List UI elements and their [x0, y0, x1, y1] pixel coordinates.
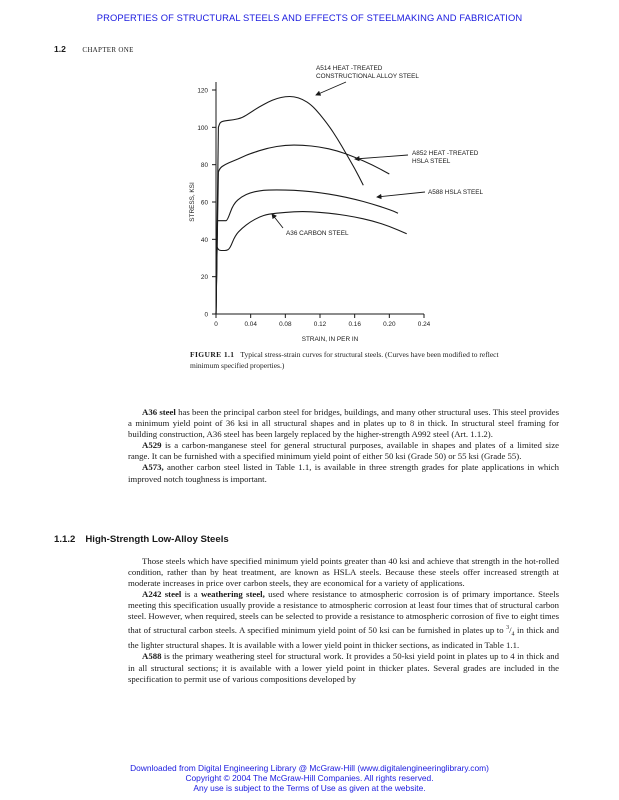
curve-a36 [216, 212, 407, 314]
paragraph-a36 [128, 407, 559, 440]
paragraph-a529 [128, 440, 559, 462]
y-tick-label: 60 [200, 199, 208, 207]
series-pointer-a852 [355, 155, 408, 159]
paragraph-text: is the primary weathering steel for structural work. It provides a 50-ksi yield point in plates up to 4 in thick and in all structural sections; it is available with a lower yield point in thicker plates. Several grades are included in the specification to permit use of various compositions developed by [128, 651, 559, 684]
x-tick-label: 0.08 [279, 321, 292, 328]
figure-caption-text: Typical stress-strain curves for structural steels. (Curves have been modified to reflect minimum specified properties.) [190, 350, 499, 370]
x-tick-label: 0.04 [244, 321, 257, 328]
series-pointer-a514 [316, 82, 346, 95]
section-title: High-Strength Low-Alloy Steels [85, 534, 229, 545]
series-label-a36: A36 CARBON STEEL [286, 230, 349, 237]
figure-caption [190, 350, 510, 371]
y-tick-label: 80 [200, 162, 208, 170]
running-title: PROPERTIES OF STRUCTURAL STEELS AND EFFECTS OF STEELMAKING AND FABRICATION [96, 12, 523, 23]
term-a588: A588 [142, 651, 162, 662]
series-pointer-a36 [272, 214, 283, 228]
figure-label: FIGURE 1.1 [190, 350, 235, 359]
footer-copyright: Copyright © 2004 The McGraw-Hill Companies. All rights reserved. [185, 772, 434, 783]
paragraph-a573 [128, 462, 559, 484]
x-axis-title: STRAIN, IN PER IN [301, 336, 359, 343]
x-tick-label: 0.20 [383, 321, 396, 328]
footer-download-link[interactable]: Downloaded from Digital Engineering Library @ McGraw-Hill (www.digitalengineeringlibrary.com) [130, 763, 489, 773]
stress-strain-chart [150, 62, 484, 348]
x-tick-label: 0 [214, 321, 218, 328]
fraction-numerator: 3 [506, 624, 510, 631]
series-pointer-a588 [377, 192, 425, 197]
paragraph-text: in thick and the lighter structural shapes. It is available with a lower yield point in thicker sections, as indicated in Table 1.1. [128, 624, 559, 651]
footer-terms[interactable]: Any use is subject to the Terms of Use as given at the website. [193, 782, 426, 793]
y-tick-label: 100 [197, 124, 208, 132]
x-tick-label: 0.12 [313, 321, 327, 328]
series-label-a588: A588 HSLA STEEL [428, 189, 484, 196]
term-a573: A573, [142, 462, 164, 473]
paragraph-text: is a [181, 589, 201, 600]
section-number: 1.1.2 [54, 534, 76, 545]
paragraph-text: another carbon steel listed in Table 1.1, is available in three strength grades for plate applications in which improved notch toughness is important. [128, 462, 559, 484]
y-tick-label: 120 [197, 87, 208, 95]
y-axis-title: STRESS, KSI [189, 182, 196, 222]
section-heading [54, 534, 229, 545]
page-number: 1.2 [54, 44, 66, 54]
paragraph-a242: A242 steel is a weathering steel, used where resistance to atmospheric corrosion is of primary importance. Steels meeting this specification usually provide a resistance to atmospheric corrosion at least four times that of structural carbon steel. However, when required, steels can be selected to provide a resistance to atmospheric corrosion of five to eight times that of structural carbon steels. A specified minimum yield point of 50 ksi can be furnished in plates up to $^3/_4$ in thick and the lighter structural shapes. It is available with a lower yield point in thicker sections, as indicated in Table 1.1. [128, 589, 559, 651]
download-footer [0, 764, 619, 793]
paragraph-a588 [128, 651, 559, 684]
term-weathering-steel: weathering steel, [200, 589, 265, 600]
series-label-a852: A852 HEAT -TREATED [412, 150, 479, 157]
paragraph-text: is a carbon-manganese steel for general structural purposes, available in shapes and plates of a limited size range. It can be furnished with a specified minimum yield point of either 50 ksi (Grade 50) or 55 ksi (Grade 55). [128, 440, 559, 462]
x-tick-label: 0.16 [348, 321, 361, 328]
paragraph-text: used where resistance to atmospheric corrosion is of primary importance. Steels meeting this specification usually provide a resistance to atmospheric corrosion at least four times that of structural carbon steel. However, when required, steels can be selected to provide a resistance to atmospheric corrosion of five to eight times that of structural carbon steels. A specified minimum yield point of 50 ksi can be furnished in plates up to [128, 589, 559, 635]
paragraph-text: has been the principal carbon steel for bridges, buildings, and many other structural uses. This steel provides a minimum yield point of 36 ksi in all structural shapes and in plates up to 8 in thick. In structural steel framing for building construction, A36 steel has been largely replaced by the higher-strength A992 steel (Art. 1.1.2). [128, 407, 559, 440]
series-label-a514: CONSTRUCTIONAL ALLOY STEEL [316, 73, 419, 80]
term-a529: A529 [142, 440, 162, 451]
fraction-denominator: 4 [511, 631, 515, 638]
term-a36: A36 steel [142, 407, 176, 417]
chapter-title: CHAPTER ONE [82, 46, 134, 54]
body-top [128, 407, 559, 485]
y-tick-label: 20 [200, 274, 208, 282]
x-tick-label: 0.24 [417, 321, 431, 328]
paragraph-hsla-intro [128, 556, 559, 589]
y-tick-label: 40 [200, 236, 208, 244]
page-header [54, 44, 134, 54]
series-label-a852: HSLA STEEL [412, 158, 451, 165]
series-label-a514: A514 HEAT -TREATED [316, 65, 383, 72]
y-tick-label: 0 [204, 311, 208, 319]
paragraph-text: Those steels which have specified minimum yield points greater than 40 ksi and achieve that strength in the hot-rolled condition, rather than by heat treatment, are known as HSLA steels. Because these steels offer increased strength at moderate increases in price over carbon steels, they are economical for a variety of applications. [128, 556, 559, 589]
curve-a514 [216, 97, 363, 315]
term-a242: A242 steel [142, 589, 182, 600]
body-bottom [128, 556, 559, 685]
curve-a588 [216, 190, 398, 314]
